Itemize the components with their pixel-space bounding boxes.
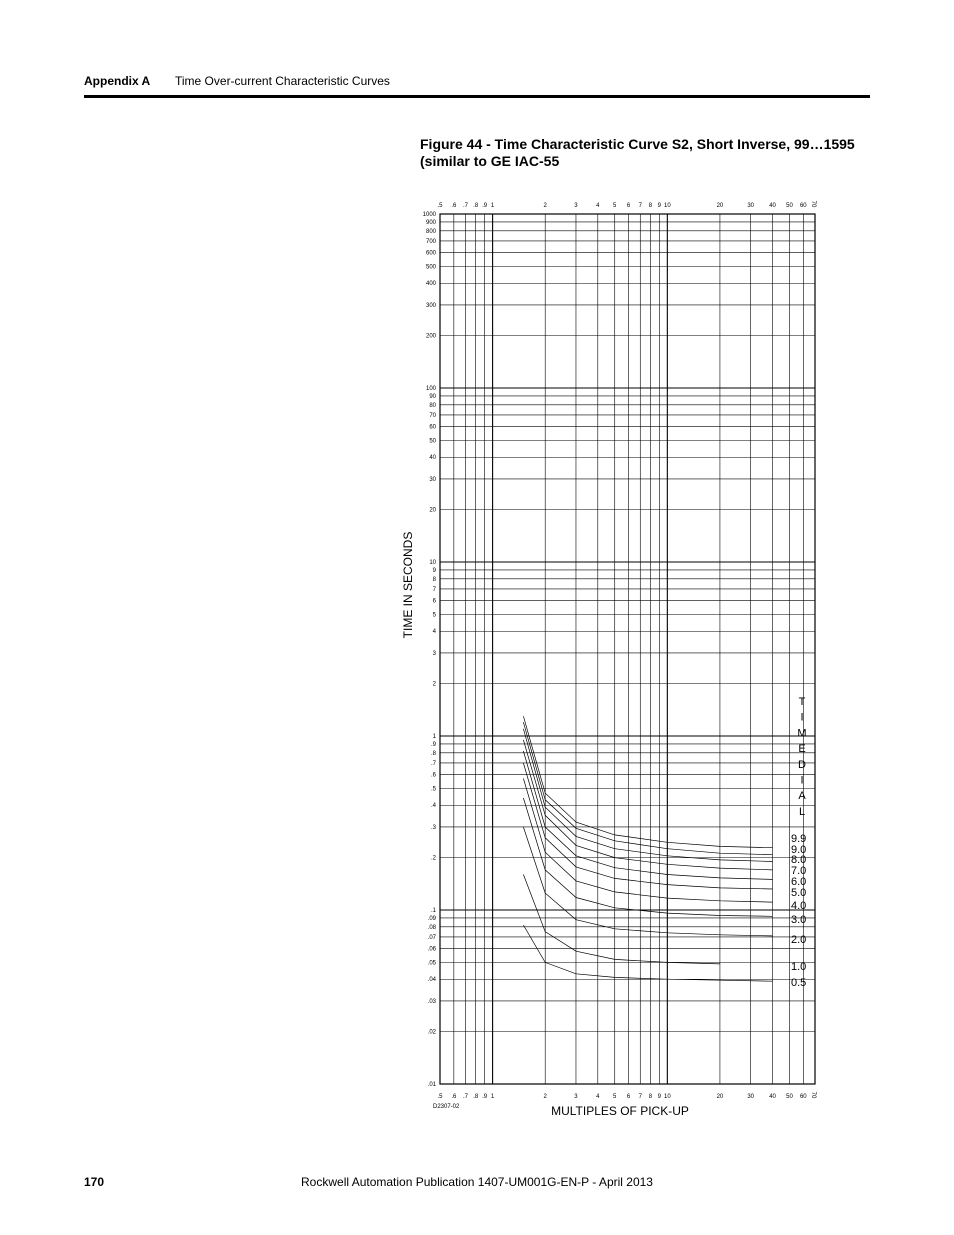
x-tick-label-top: 7 <box>638 203 642 209</box>
y-tick-label: .7 <box>430 760 436 767</box>
time-dial-label-6.0: 6.0 <box>791 876 807 888</box>
x-tick-label-top: .9 <box>482 203 488 209</box>
x-tick-label-bottom: 7 <box>638 1094 642 1100</box>
y-tick-label: .06 <box>427 946 436 953</box>
y-tick-label: 100 <box>425 386 436 392</box>
y-tick-label: 90 <box>429 393 436 400</box>
x-tick-label-top: 70 <box>810 200 816 208</box>
legend-title-letter: L <box>798 805 806 818</box>
legend-title-letter: T <box>798 696 806 708</box>
x-tick-label-top: 5 <box>613 203 617 209</box>
header-section-label: Appendix A <box>84 74 151 88</box>
y-tick-label: 5 <box>432 612 436 619</box>
x-tick-label-bottom: 50 <box>786 1094 793 1100</box>
y-axis-title: TIME IN SECONDS <box>401 531 415 639</box>
y-tick-label: 40 <box>429 455 436 462</box>
y-tick-label: .3 <box>430 824 436 831</box>
x-tick-label-bottom: 20 <box>716 1094 724 1100</box>
x-tick-label-bottom: 4 <box>596 1094 600 1100</box>
x-axis-title: MULTIPLES OF PICK-UP <box>551 1104 689 1118</box>
x-tick-label-top: 9 <box>657 203 662 209</box>
x-tick-label-bottom: 60 <box>799 1094 807 1100</box>
figure-caption: Figure 44 - Time Characteristic Curve S2, Short Inverse, 99…1595 (similar to GE IAC-55 <box>420 136 855 169</box>
y-tick-label: 20 <box>429 507 436 514</box>
header-chapter-title: Time Over-current Characteristic Curves <box>175 74 390 88</box>
drawing-id: D2307-02 <box>433 1104 460 1110</box>
x-tick-label-top: .6 <box>451 203 457 209</box>
x-tick-label-bottom: 6 <box>626 1094 631 1100</box>
time-dial-label-2.0: 2.0 <box>791 934 807 946</box>
y-tick-label: .1 <box>430 908 436 914</box>
y-tick-label: 300 <box>425 302 436 309</box>
x-tick-label-top: 8 <box>648 203 653 209</box>
x-tick-label-bottom: 70 <box>810 1091 816 1099</box>
y-tick-label: 200 <box>425 333 436 340</box>
y-tick-label: .08 <box>427 924 436 931</box>
publication-line: Rockwell Automation Publication 1407-UM001G-EN-P - April 2013 <box>301 1175 653 1189</box>
x-tick-label-bottom: 9 <box>657 1094 662 1100</box>
page-number: 170 <box>84 1175 105 1189</box>
x-tick-label-bottom: 40 <box>769 1094 776 1100</box>
x-tick-label-bottom: 10 <box>663 1094 671 1100</box>
y-tick-label: .2 <box>430 855 436 862</box>
x-tick-label-top: 20 <box>716 203 724 209</box>
y-tick-label: 50 <box>429 438 436 445</box>
y-tick-label: 2 <box>432 681 436 688</box>
y-tick-label: 3 <box>432 650 436 657</box>
y-tick-label: .01 <box>427 1082 436 1088</box>
y-tick-label: 500 <box>425 264 436 271</box>
x-tick-label-bottom: 2 <box>543 1094 547 1100</box>
y-tick-label: 30 <box>429 476 436 483</box>
time-dial-curve-7.0 <box>523 740 772 870</box>
x-tick-label-top: 4 <box>596 203 600 209</box>
y-tick-label: .6 <box>430 772 436 779</box>
y-tick-label: .9 <box>430 741 436 748</box>
y-tick-label: 8 <box>432 576 436 583</box>
x-tick-label-bottom: 8 <box>648 1094 653 1100</box>
y-tick-label: .02 <box>427 1029 436 1036</box>
legend-title-letter: E <box>798 743 806 756</box>
y-tick-label: .07 <box>427 934 436 941</box>
y-tick-label: 600 <box>425 250 436 257</box>
x-tick-label-bottom: .5 <box>437 1094 443 1100</box>
x-tick-label-top: 10 <box>663 203 671 209</box>
x-tick-label-top: 60 <box>799 203 807 209</box>
time-dial-label-7.0: 7.0 <box>791 865 807 877</box>
y-tick-label: 7 <box>432 586 436 593</box>
time-dial-curve-5.0 <box>523 763 772 889</box>
x-tick-label-bottom: 1 <box>490 1094 495 1100</box>
x-tick-label-top: 2 <box>543 203 547 209</box>
x-tick-label-bottom: 3 <box>574 1094 578 1100</box>
plot-frame <box>440 214 815 1084</box>
x-tick-label-top: 50 <box>786 203 793 209</box>
time-dial-label-3.0: 3.0 <box>791 914 807 926</box>
x-tick-label-top: 3 <box>574 203 578 209</box>
time-dial-label-4.0: 4.0 <box>791 900 807 912</box>
time-dial-label-1.0: 1.0 <box>791 961 807 973</box>
x-tick-label-bottom: .6 <box>451 1094 457 1100</box>
y-tick-label: 1000 <box>422 212 436 218</box>
x-tick-label-bottom: .7 <box>463 1094 469 1100</box>
y-tick-label: .03 <box>427 998 436 1005</box>
time-dial-curve-1.0 <box>523 875 720 964</box>
x-tick-label-top: .8 <box>473 203 479 209</box>
y-tick-label: 70 <box>429 412 436 419</box>
x-tick-label-top: 40 <box>769 203 776 209</box>
x-tick-label-bottom: .9 <box>482 1094 488 1100</box>
x-tick-label-top: .7 <box>463 203 469 209</box>
y-tick-label: .05 <box>427 960 436 967</box>
y-tick-label: 800 <box>425 228 436 235</box>
legend-title-letter: I <box>800 711 804 724</box>
y-tick-label: 700 <box>425 238 436 245</box>
x-tick-label-bottom: .8 <box>473 1094 479 1100</box>
y-tick-label: .8 <box>430 750 436 757</box>
y-tick-label: 80 <box>429 402 436 409</box>
legend-title-letter: D <box>798 758 806 771</box>
time-dial-curve-3.0 <box>523 798 772 916</box>
y-tick-label: 1 <box>432 734 436 740</box>
x-tick-label-bottom: 5 <box>613 1094 617 1100</box>
time-dial-label-5.0: 5.0 <box>791 887 807 899</box>
time-dial-curve-0.5 <box>523 925 772 981</box>
time-dial-label-8.0: 8.0 <box>791 854 807 866</box>
time-dial-label-0.5: 0.5 <box>791 977 807 989</box>
x-tick-label-top: 6 <box>626 203 631 209</box>
x-tick-label-top: 1 <box>490 203 495 209</box>
x-tick-label-top: 30 <box>747 203 755 209</box>
time-dial-curve-2.0 <box>523 827 772 936</box>
y-tick-label: .09 <box>427 915 436 922</box>
y-tick-label: .5 <box>430 786 436 793</box>
time-dial-label-9.9: 9.9 <box>791 833 807 845</box>
y-tick-label: 60 <box>429 424 436 431</box>
legend-title-letter: A <box>798 790 806 803</box>
time-dial-label-9.0: 9.0 <box>791 844 807 856</box>
y-tick-label: 4 <box>432 629 436 636</box>
y-tick-label: 900 <box>425 219 436 226</box>
y-tick-label: 6 <box>432 598 436 605</box>
y-tick-label: .04 <box>427 977 436 984</box>
y-tick-label: .4 <box>430 803 436 810</box>
y-tick-label: 9 <box>432 567 436 574</box>
legend-title-letter: M <box>797 727 807 740</box>
x-tick-label-bottom: 30 <box>747 1094 755 1100</box>
y-tick-label: 10 <box>429 560 436 566</box>
y-tick-label: 400 <box>425 281 436 288</box>
x-tick-label-top: .5 <box>437 203 443 209</box>
legend-title-letter: I <box>800 774 804 787</box>
